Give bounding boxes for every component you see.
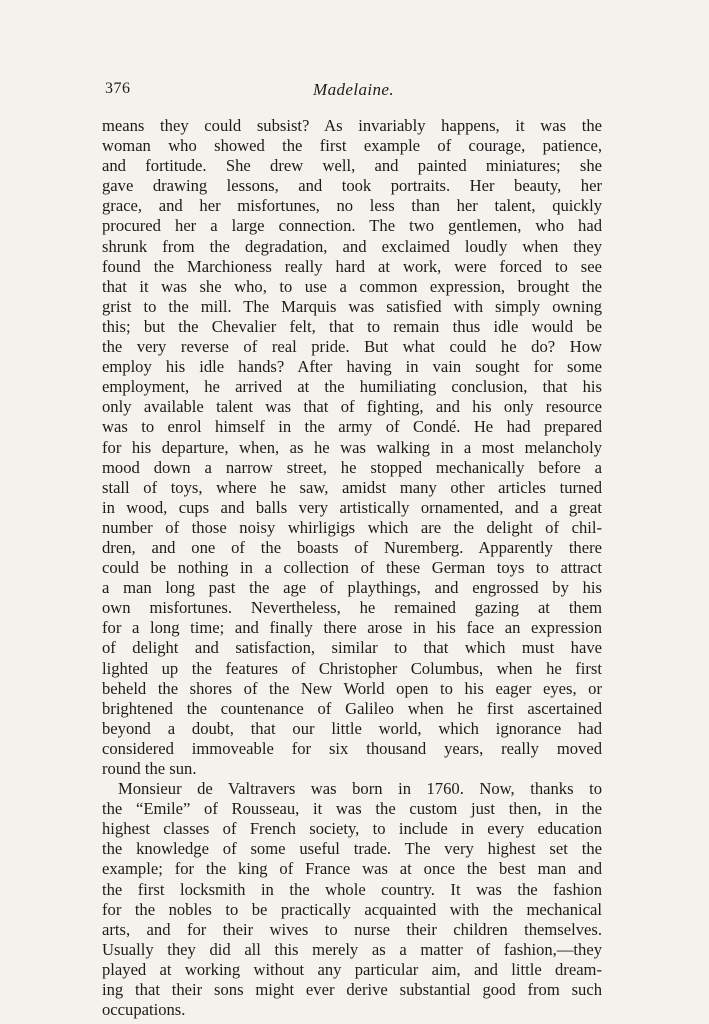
text-line: the first locksmith in the whole country. It was the fashion — [102, 879, 602, 899]
text-line: for a long time; and finally there arose in his face an expression — [102, 618, 602, 638]
text-line: stall of toys, where he saw, amidst many other articles turned — [102, 477, 602, 497]
text-line: the very reverse of real pride. But what could he do? How — [102, 337, 602, 357]
text-line: Monsieur de Valtravers was born in 1760. Now, thanks to — [118, 779, 602, 799]
text-line: a man long past the age of playthings, and engrossed by his — [102, 578, 602, 598]
text-line: occupations. — [102, 1000, 186, 1020]
text-line: number of those noisy whirligigs which are the delight of chil- — [102, 517, 602, 537]
text-line: employment, he arrived at the humiliating conclusion, that his — [102, 377, 602, 397]
text-line: considered immoveable for six thousand years, really moved — [102, 738, 602, 758]
text-line: ing that their sons might ever derive substantial good from such — [102, 980, 602, 1000]
text-line: beheld the shores of the New World open to his eager eyes, or — [102, 678, 602, 698]
text-line: grace, and her misfortunes, no less than her talent, quickly — [102, 196, 602, 216]
text-line: found the Marchioness really hard at work, were forced to see — [102, 256, 602, 276]
text-line: only available talent was that of fighting, and his only resource — [102, 397, 602, 417]
text-line: highest classes of French society, to include in every education — [102, 819, 602, 839]
page-number: 376 — [105, 80, 131, 97]
text-line: dren, and one of the boasts of Nuremberg. Apparently there — [102, 537, 602, 557]
text-line: for the nobles to be practically acquainted with the mechanical — [102, 899, 602, 919]
text-line: arts, and for their wives to nurse their children themselves. — [102, 919, 602, 939]
text-line: woman who showed the first example of courage, patience, — [102, 136, 602, 156]
text-line: that it was she who, to use a common expression, brought the — [102, 276, 602, 296]
text-line: grist to the mill. The Marquis was satisfied with simply owning — [102, 296, 602, 316]
text-line: in wood, cups and balls very artistically ornamented, and a great — [102, 497, 602, 517]
text-line: played at working without any particular aim, and little dream- — [102, 959, 602, 979]
text-line: brightened the countenance of Galileo when he first ascertained — [102, 698, 602, 718]
running-title: Madelaine. — [313, 80, 394, 99]
text-line: means they could subsist? As invariably happens, it was the — [102, 116, 602, 135]
paragraph — [102, 116, 602, 779]
text-line: and fortitude. She drew well, and painted miniatures; she — [102, 156, 602, 176]
text-line: the knowledge of some useful trade. The very highest set the — [102, 839, 602, 859]
running-head — [105, 80, 602, 104]
text-line: employ his idle hands? After having in vain sought for some — [102, 357, 602, 377]
text-line: the “Emile” of Rousseau, it was the custom just then, in the — [102, 799, 602, 819]
text-line: mood down a narrow street, he stopped mechanically before a — [102, 457, 602, 477]
body-text — [102, 116, 602, 1020]
text-line: example; for the king of France was at once the best man and — [102, 859, 602, 879]
text-line: own misfortunes. Nevertheless, he remained gazing at them — [102, 598, 602, 618]
text-line: lighted up the features of Christopher Columbus, when he first — [102, 658, 602, 678]
text-line: this; but the Chevalier felt, that to remain thus idle would be — [102, 316, 602, 336]
text-line: could be nothing in a collection of these German toys to attract — [102, 558, 602, 578]
text-line: shrunk from the degradation, and exclaimed loudly when they — [102, 236, 602, 256]
text-line: gave drawing lessons, and took portraits. Her beauty, her — [102, 176, 602, 196]
text-line: round the sun. — [102, 759, 197, 778]
text-line: Usually they did all this merely as a matter of fashion,—they — [102, 939, 602, 959]
text-line: of delight and satisfaction, similar to that which must have — [102, 638, 602, 658]
text-line: for his departure, when, as he was walking in a most melancholy — [102, 437, 602, 457]
paragraph — [102, 779, 602, 1020]
text-line: was to enrol himself in the army of Condé. He had prepared — [102, 417, 602, 437]
text-line: procured her a large connection. The two gentlemen, who had — [102, 216, 602, 236]
text-line: beyond a doubt, that our little world, which ignorance had — [102, 718, 602, 738]
